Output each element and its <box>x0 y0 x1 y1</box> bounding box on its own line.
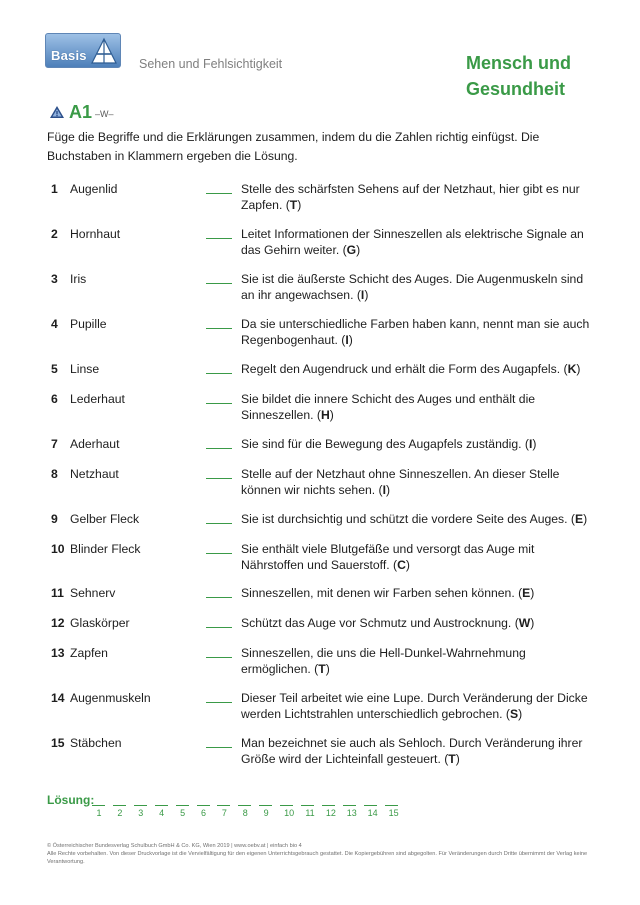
answer-blank[interactable] <box>206 597 232 598</box>
item-number: 10 <box>51 542 65 556</box>
explanation-text: Regelt den Augendruck und erhält die Form des Augapfels. ( <box>241 362 568 376</box>
slot-line <box>238 805 251 806</box>
item-number: 6 <box>51 392 58 406</box>
explanation-text: Schützt das Auge vor Schmutz und Austrocknung. ( <box>241 616 519 630</box>
item-number: 5 <box>51 362 58 376</box>
logo-text: Basis <box>51 48 87 63</box>
item-number: 13 <box>51 646 65 660</box>
answer-blank[interactable] <box>206 193 232 194</box>
answer-blank[interactable] <box>206 523 232 524</box>
explanation-text: Sinneszellen, die uns die Hell-Dunkel-Wahrnehmung ermöglichen. ( <box>241 646 526 676</box>
item-term: Gelber Fleck <box>70 512 140 526</box>
slot-number: 14 <box>367 808 378 818</box>
explanation-close: ) <box>385 482 391 497</box>
slot-line <box>322 805 335 806</box>
item-explanation <box>241 437 591 453</box>
slot-line <box>343 805 356 806</box>
answer-blank[interactable] <box>206 702 232 703</box>
slot-line <box>92 805 105 806</box>
item-number: 12 <box>51 616 65 630</box>
answer-blank[interactable] <box>206 283 232 284</box>
solution-letter: T <box>318 661 326 676</box>
answer-blank[interactable] <box>206 373 232 374</box>
item-explanation <box>241 616 591 632</box>
pyramid-logo-icon <box>90 36 118 66</box>
answer-blank[interactable] <box>206 553 232 554</box>
slot-number: 13 <box>346 808 357 818</box>
explanation-text: Sinneszellen, mit denen wir Farben sehen können. ( <box>241 586 523 600</box>
solution-letter: G <box>346 242 357 257</box>
item-term: Blinder Fleck <box>70 542 141 556</box>
item-explanation <box>241 467 591 498</box>
slot-number: 7 <box>221 808 227 818</box>
subject-line-1: Mensch und <box>466 53 572 73</box>
item-explanation <box>241 586 591 602</box>
slot-number: 11 <box>305 808 315 818</box>
item-number: 9 <box>51 512 58 526</box>
item-number: 15 <box>51 736 65 750</box>
solution-letter: W <box>518 616 531 630</box>
slot-number: 5 <box>180 808 186 818</box>
solution-letter: S <box>509 706 519 721</box>
slot-number: 6 <box>200 808 206 818</box>
item-term: Augenmuskeln <box>70 691 151 705</box>
solution-label: Lösung: <box>47 793 95 807</box>
slot-number: 4 <box>159 808 165 818</box>
solution-letter: K <box>567 362 577 376</box>
slot-number: 8 <box>242 808 248 818</box>
explanation-close: ) <box>297 197 302 212</box>
subject-line-2: Gesundheit <box>466 79 566 99</box>
item-explanation <box>241 227 591 258</box>
solution-letter: E <box>522 586 531 600</box>
slot-number: 10 <box>284 808 295 818</box>
item-number: 4 <box>51 317 58 331</box>
item-term: Zapfen <box>70 646 108 660</box>
answer-blank[interactable] <box>206 657 232 658</box>
explanation-text: Sie ist die äußerste Schicht des Auges. Die Augenmuskeln sind an ihr angewachsen. ( <box>241 272 584 302</box>
item-number: 14 <box>51 691 65 705</box>
explanation-text: Man bezeichnet sie auch als Sehloch. Durch Veränderung ihrer Größe wird der Lichteinfall gesteuert. ( <box>241 736 583 766</box>
item-explanation <box>241 317 591 348</box>
item-number: 8 <box>51 467 58 481</box>
slot-number: 2 <box>117 808 123 818</box>
slot-number: 15 <box>388 808 399 818</box>
slot-line <box>280 805 293 806</box>
solution-letter: T <box>289 197 298 212</box>
slot-line <box>385 805 398 806</box>
explanation-text: Sie sind für die Bewegung des Augapfels zuständig. ( <box>241 437 529 451</box>
basis-logo <box>45 33 121 68</box>
task-level: –W– <box>95 109 114 119</box>
explanation-text: Dieser Teil arbeitet wie eine Lupe. Durch Veränderung der Dicke werden Lichtstrahlen unterschiedlich gebrochen. ( <box>241 691 588 721</box>
explanation-close: ) <box>576 362 581 376</box>
slot-number: 12 <box>325 808 336 818</box>
task-number: A1 <box>69 102 93 122</box>
slot-line <box>134 805 147 806</box>
subject-heading <box>466 50 571 102</box>
item-explanation <box>241 646 591 677</box>
answer-blank[interactable] <box>206 328 232 329</box>
answer-blank[interactable] <box>206 747 232 748</box>
item-explanation <box>241 736 591 767</box>
solution-letter: I <box>382 482 386 497</box>
explanation-close: ) <box>518 706 523 721</box>
footer-line-1: © Österreichischer Bundesverlag Schulbuch GmbH & Co. KG, Wien 2019 | www.oebv.at | einfach bio 4 <box>47 843 302 849</box>
explanation-close: ) <box>329 407 334 422</box>
slot-line <box>217 805 230 806</box>
item-term: Augenlid <box>70 182 118 196</box>
solution-letter: E <box>574 512 584 526</box>
explanation-text: Sie enthält viele Blutgefäße und versorgt das Auge mit Nährstoffen und Sauerstoff. ( <box>241 542 535 572</box>
slot-line <box>113 805 126 806</box>
answer-blank[interactable] <box>206 403 232 404</box>
explanation-close: ) <box>530 586 535 600</box>
slot-number: 1 <box>96 808 102 818</box>
explanation-text: Sie ist durchsichtig und schützt die vordere Seite des Auges. ( <box>241 512 575 526</box>
explanation-text: Leitet Informationen der Sinneszellen als elektrische Signale an das Gehirn weiter. ( <box>241 227 584 257</box>
item-term: Pupille <box>70 317 107 331</box>
explanation-close: ) <box>356 242 361 257</box>
item-term: Aderhaut <box>70 437 120 451</box>
explanation-close: ) <box>405 557 410 572</box>
item-explanation <box>241 362 591 378</box>
warning-triangle-icon <box>49 105 65 119</box>
answer-blank[interactable] <box>206 478 232 479</box>
item-term: Lederhaut <box>70 392 125 406</box>
answer-blank[interactable] <box>206 238 232 239</box>
solution-letter: I <box>360 287 365 302</box>
explanation-close: ) <box>325 661 330 676</box>
slot-number: 9 <box>263 808 269 818</box>
item-explanation <box>241 691 591 722</box>
item-number: 3 <box>51 272 58 286</box>
explanation-text: Stelle des schärfsten Sehens auf der Netzhaut, hier gibt es nur Zapfen. ( <box>241 182 580 212</box>
answer-blank[interactable] <box>206 448 232 449</box>
solution-letter: I <box>345 332 349 347</box>
item-term: Stäbchen <box>70 736 122 750</box>
topic-title: Sehen und Fehlsichtigkeit <box>139 57 283 71</box>
explanation-close: ) <box>583 512 588 526</box>
solution-letter: H <box>320 407 330 422</box>
explanation-text: Stelle auf der Netzhaut ohne Sinneszellen. An dieser Stelle können wir nichts sehen. ( <box>241 467 560 497</box>
solution-letter: C <box>397 557 406 572</box>
explanation-close: ) <box>364 287 369 302</box>
item-term: Sehnerv <box>70 586 116 600</box>
explanation-close: ) <box>530 616 535 630</box>
item-term: Hornhaut <box>70 227 121 241</box>
item-explanation <box>241 512 591 528</box>
slot-line <box>259 805 272 806</box>
item-number: 1 <box>51 182 58 196</box>
explanation-text: Sie bildet die innere Schicht des Auges und enthält die Sinneszellen. ( <box>241 392 536 422</box>
slot-line <box>364 805 377 806</box>
slot-number: 3 <box>138 808 144 818</box>
solution-letter: I <box>528 437 533 451</box>
answer-blank[interactable] <box>206 627 232 628</box>
item-explanation <box>241 182 591 213</box>
item-term: Iris <box>70 272 87 286</box>
item-number: 2 <box>51 227 58 241</box>
explanation-close: ) <box>532 437 537 451</box>
item-number: 7 <box>51 437 58 451</box>
copyright-footer <box>47 842 592 866</box>
explanation-text: Da sie unterschiedliche Farben haben kann, nennt man sie auch Regenbogenhaut. ( <box>241 317 590 347</box>
slot-line <box>155 805 168 806</box>
item-term: Linse <box>70 362 100 376</box>
task-instruction: Füge die Begriffe und die Erklärungen zusammen, indem du die Zahlen richtig einfügst. Die Buchstaben in Klammern ergeben die Lösung. <box>47 130 540 163</box>
item-term: Netzhaut <box>70 467 119 481</box>
item-term: Glaskörper <box>70 616 130 630</box>
slot-line <box>197 805 210 806</box>
footer-line-2: Alle Rechte vorbehalten. Von dieser Druckvorlage ist die Vervielfältigung für den eigenen Unterrichtsgebrauch gestattet. Die Kopiergebühren sind abgegolten. Für Veränderungen durch Dritte übernimmt der Verlag keine Verantwortung. <box>47 851 588 865</box>
slot-line <box>176 805 189 806</box>
slot-line <box>301 805 314 806</box>
item-number: 11 <box>51 586 64 600</box>
item-explanation <box>241 542 591 573</box>
explanation-close: ) <box>455 751 460 766</box>
item-explanation <box>241 272 591 303</box>
explanation-close: ) <box>348 332 353 347</box>
item-explanation <box>241 392 591 423</box>
solution-letter: T <box>448 751 456 766</box>
